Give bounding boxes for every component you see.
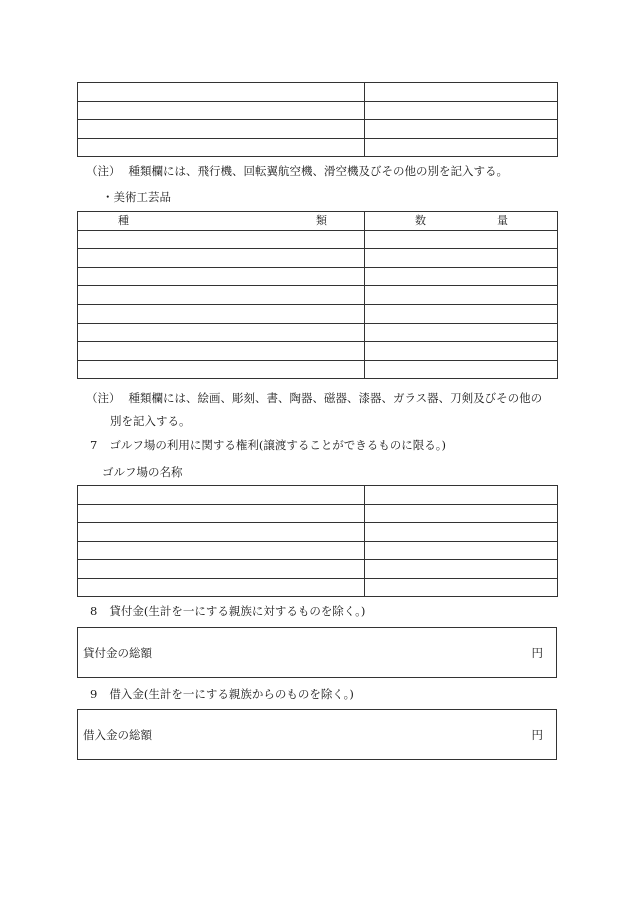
section-number: 8 — [90, 604, 98, 618]
golf-name-subheading: ゴルフ場の名称 — [102, 465, 183, 479]
art-qty-cell[interactable] — [365, 323, 558, 342]
art-qty-cell[interactable] — [365, 249, 558, 268]
table-row — [78, 541, 558, 560]
golf-qty-cell[interactable] — [365, 560, 558, 579]
aircraft-kind-cell[interactable] — [78, 138, 365, 157]
loans-section-heading — [90, 604, 365, 618]
borrowings-total-box[interactable] — [77, 709, 557, 760]
table-row — [78, 504, 558, 523]
yen-unit: 円 — [531, 646, 543, 660]
table-row — [78, 304, 558, 323]
note-text: 種類欄には、絵画、彫刻、書、陶器、磁器、漆器、ガラス器、刀剣及びその他の — [128, 391, 543, 405]
aircraft-kind-cell[interactable] — [78, 83, 365, 102]
table-row — [78, 560, 558, 579]
art-kind-cell[interactable] — [78, 286, 365, 305]
golf-qty-cell[interactable] — [365, 486, 558, 505]
note-prefix: （注） — [86, 391, 121, 405]
borrowings-total-label: 借入金の総額 — [83, 728, 152, 742]
art-note-line-1 — [86, 391, 542, 405]
table-row — [78, 249, 558, 268]
note-text: 種類欄には、飛行機、回転翼航空機、滑空機及びその他の別を記入する。 — [128, 164, 508, 178]
golf-qty-cell[interactable] — [365, 504, 558, 523]
kind-header-char-1: 種 — [118, 214, 129, 227]
golf-section-heading — [90, 438, 446, 452]
art-qty-cell[interactable] — [365, 230, 558, 249]
aircraft-kind-cell[interactable] — [78, 101, 365, 120]
table-row — [78, 523, 558, 542]
art-qty-cell[interactable] — [365, 286, 558, 305]
art-kind-cell[interactable] — [78, 342, 365, 361]
golf-name-cell[interactable] — [78, 578, 365, 597]
note-prefix: （注） — [86, 164, 121, 178]
kind-column-header — [78, 212, 365, 231]
table-row — [78, 360, 558, 379]
kind-header-char-2: 類 — [316, 214, 327, 227]
aircraft-qty-cell[interactable] — [365, 120, 558, 139]
golf-qty-cell[interactable] — [365, 578, 558, 597]
loans-total-box[interactable] — [77, 627, 557, 678]
aircraft-qty-cell[interactable] — [365, 138, 558, 157]
art-heading: ・美術工芸品 — [102, 190, 171, 204]
art-kind-cell[interactable] — [78, 267, 365, 286]
table-row — [78, 286, 558, 305]
golf-name-cell[interactable] — [78, 541, 365, 560]
table-row — [78, 486, 558, 505]
table-row — [78, 138, 558, 157]
loans-total-label: 貸付金の総額 — [83, 646, 152, 660]
art-qty-cell[interactable] — [365, 342, 558, 361]
art-kind-cell[interactable] — [78, 323, 365, 342]
table-row — [78, 120, 558, 139]
art-kind-cell[interactable] — [78, 360, 365, 379]
art-kind-cell[interactable] — [78, 230, 365, 249]
art-note-line-2: 別を記入する。 — [110, 414, 191, 428]
section-title: 借入金(生計を一にする親族からのものを除く。) — [109, 687, 354, 701]
art-kind-cell[interactable] — [78, 249, 365, 268]
qty-header-char-1: 数 — [415, 214, 426, 227]
table-row — [78, 83, 558, 102]
aircraft-qty-cell[interactable] — [365, 83, 558, 102]
table-row — [78, 342, 558, 361]
art-qty-cell[interactable] — [365, 360, 558, 379]
table-header-row — [78, 212, 558, 231]
golf-table — [77, 485, 558, 597]
table-row — [78, 267, 558, 286]
art-qty-cell[interactable] — [365, 267, 558, 286]
art-table — [77, 211, 558, 379]
section-number: 7 — [90, 438, 98, 452]
yen-unit: 円 — [531, 728, 543, 742]
section-number: 9 — [90, 687, 98, 701]
aircraft-table — [77, 82, 558, 157]
table-row — [78, 101, 558, 120]
aircraft-qty-cell[interactable] — [365, 101, 558, 120]
art-qty-cell[interactable] — [365, 304, 558, 323]
golf-name-cell[interactable] — [78, 523, 365, 542]
table-row — [78, 578, 558, 597]
golf-name-cell[interactable] — [78, 560, 365, 579]
golf-name-cell[interactable] — [78, 486, 365, 505]
borrowings-section-heading — [90, 687, 354, 701]
golf-name-cell[interactable] — [78, 504, 365, 523]
golf-qty-cell[interactable] — [365, 541, 558, 560]
aircraft-kind-cell[interactable] — [78, 120, 365, 139]
table-row — [78, 230, 558, 249]
aircraft-note — [86, 164, 508, 178]
golf-qty-cell[interactable] — [365, 523, 558, 542]
qty-column-header — [365, 212, 558, 231]
section-title: 貸付金(生計を一にする親族に対するものを除く。) — [109, 604, 366, 618]
qty-header-char-2: 量 — [497, 214, 508, 227]
art-kind-cell[interactable] — [78, 304, 365, 323]
section-title: ゴルフ場の利用に関する権利(譲渡することができるものに限る。) — [109, 438, 447, 452]
table-row — [78, 323, 558, 342]
